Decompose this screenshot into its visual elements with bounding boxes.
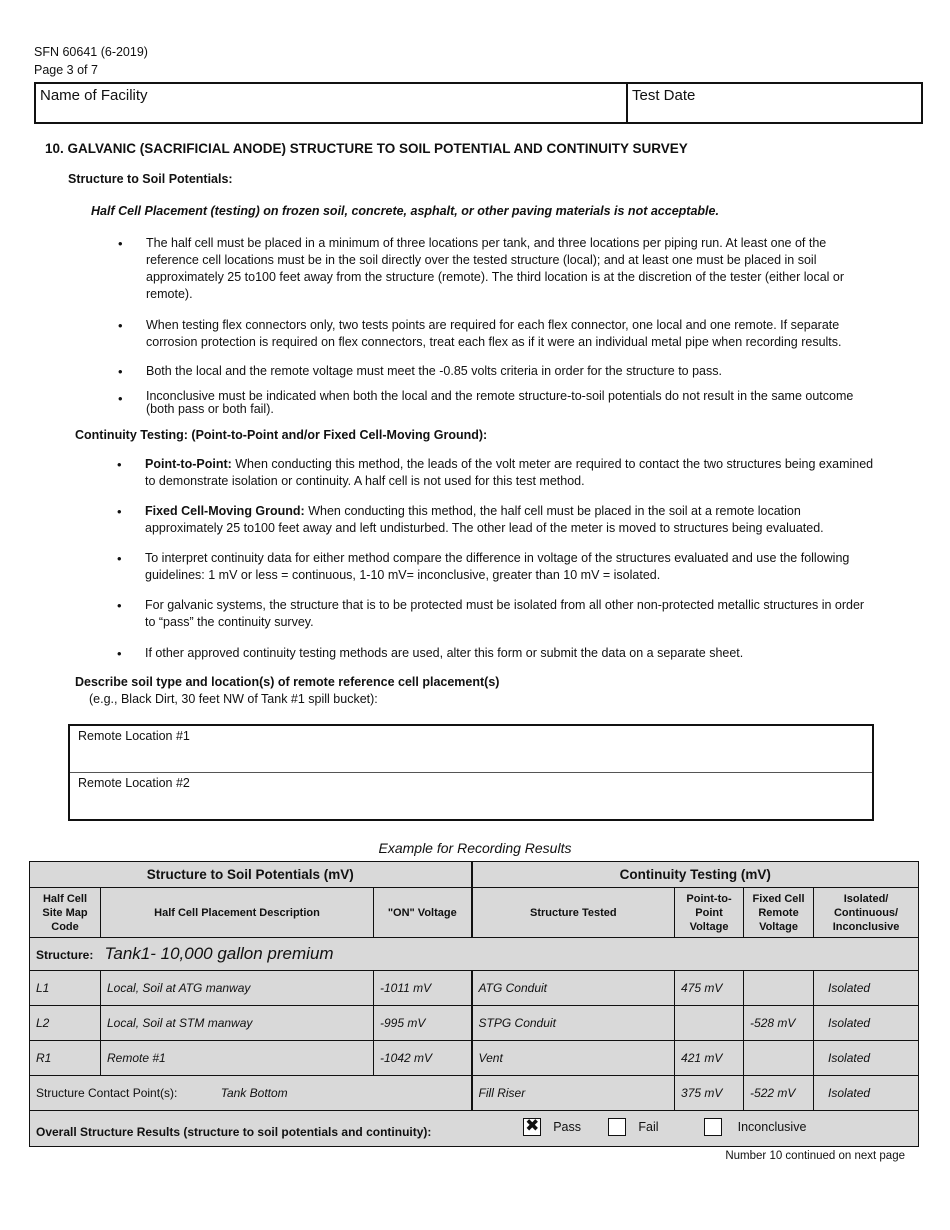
fixed-voltage-cell	[744, 971, 814, 1006]
remote-locations-box	[68, 724, 874, 821]
continuity-bullet-2	[145, 503, 875, 537]
table-row	[30, 1041, 919, 1076]
site-code-cell: L1	[30, 971, 101, 1006]
bullet-marker: •	[117, 646, 122, 661]
placement-cell: Local, Soil at ATG manway	[101, 971, 374, 1006]
contact-point-cell	[30, 1076, 472, 1111]
facility-box	[34, 82, 923, 124]
describe-heading: Describe soil type and location(s) of remote reference cell placement(s)	[75, 675, 500, 689]
status-cell: Isolated	[814, 1041, 919, 1076]
site-code-cell: R1	[30, 1041, 101, 1076]
continued-note: Number 10 continued on next page	[725, 1150, 905, 1162]
structure-name-row	[30, 938, 919, 971]
table-row	[30, 1006, 919, 1041]
structure-tested-cell: Fill Riser	[472, 1076, 675, 1111]
table-row	[30, 971, 919, 1006]
p2p-voltage-cell: 375 mV	[675, 1076, 744, 1111]
col-status: Isolated/ Continuous/ Inconclusive	[814, 888, 919, 938]
inconclusive-checkbox[interactable]	[704, 1118, 722, 1136]
potential-bullet-4: Inconclusive must be indicated when both the local and the remote structure-to-soil potentials do not result in the same outcome (both pass or both fail).	[146, 389, 854, 416]
remote-location-2-label: Remote Location #2	[78, 776, 190, 790]
inconclusive-label: Inconclusive	[737, 1120, 807, 1134]
status-cell: Isolated	[814, 971, 919, 1006]
bullet-marker: •	[118, 236, 123, 251]
col-fixed-cell: Fixed Cell Remote Voltage	[744, 888, 814, 938]
col-site-map-code: Half Cell Site Map Code	[30, 888, 101, 938]
fail-option[interactable]	[608, 1118, 700, 1136]
col-point-to-point: Point-to-Point Voltage	[675, 888, 744, 938]
structure-label: Structure:	[36, 948, 94, 962]
overall-results-row	[30, 1111, 919, 1147]
bullet-marker: •	[117, 504, 122, 519]
continuity-bullet-4	[145, 597, 875, 631]
bullet-marker: •	[117, 551, 122, 566]
continuity-bullet-text: For galvanic systems, the structure that is to be protected must be isolated from all other non-protected metallic structures in order to “pass” the continuity survey.	[145, 598, 865, 629]
bullet-marker: •	[118, 318, 123, 333]
continuity-bullet-3	[145, 550, 875, 584]
facility-name-field[interactable]	[36, 84, 626, 122]
potential-bullet-2: When testing flex connectors only, two tests points are required for each flex connector, one local and one remote. If separate corrosion protection is required on flex connectors, treat each flex as if it were an individual metal pipe when recording results.	[146, 318, 842, 349]
continuity-heading: Continuity Testing: (Point-to-Point and/or Fixed Cell-Moving Ground):	[75, 428, 488, 442]
bullet-marker: •	[117, 598, 122, 613]
continuity-bullet-1	[145, 456, 875, 490]
inconclusive-option[interactable]	[704, 1118, 807, 1136]
on-voltage-cell: -995 mV	[374, 1006, 472, 1041]
bullet-marker: •	[118, 391, 123, 406]
fixed-voltage-cell	[744, 1041, 814, 1076]
checked-x-icon: ✖	[525, 1116, 540, 1135]
on-voltage-cell: -1042 mV	[374, 1041, 472, 1076]
overall-results-label: Overall Structure Results (structure to soil potentials and continuity):	[36, 1125, 432, 1139]
test-date-field[interactable]	[628, 84, 921, 122]
potential-bullet-3: Both the local and the remote voltage must meet the -0.85 volts criteria in order for the structure to pass.	[146, 364, 722, 378]
fixed-voltage-cell: -522 mV	[744, 1076, 814, 1111]
pass-option[interactable]	[523, 1118, 605, 1136]
fail-label: Fail	[638, 1120, 659, 1134]
example-results-table	[29, 861, 919, 1147]
continuity-bullet-text: When conducting this method, the leads of the volt meter are required to contact the two structures being examined to demonstrate isolation or continuity. A half cell is not used for this test method.	[145, 457, 874, 488]
continuity-bullet-text: When conducting this method, the half cell must be placed in the soil at a remote location approximately 25 to100 feet away and left undisturbed. The other lead of the meter is moved to structures being evaluated.	[145, 504, 824, 535]
remote-location-2-field[interactable]	[70, 773, 872, 821]
describe-example: (e.g., Black Dirt, 30 feet NW of Tank #1 spill bucket):	[89, 692, 378, 706]
continuity-group-header: Continuity Testing (mV)	[472, 862, 919, 888]
continuity-bullet-text: To interpret continuity data for either method compare the difference in voltage of the structures evaluated and use the following guidelines: 1 mV or less = continuous, 1-10 mV= inconclusive, greater than 10 mV = isolated.	[145, 551, 850, 582]
form-number: SFN 60641 (6-2019)	[34, 45, 148, 59]
test-date-label: Test Date	[632, 87, 696, 104]
placement-cell: Local, Soil at STM manway	[101, 1006, 374, 1041]
fixed-voltage-cell: -528 mV	[744, 1006, 814, 1041]
col-structure-tested: Structure Tested	[472, 888, 675, 938]
structure-tested-cell: ATG Conduit	[472, 971, 675, 1006]
pass-label: Pass	[553, 1120, 581, 1134]
page-number: Page 3 of 7	[34, 63, 98, 77]
potentials-heading: Structure to Soil Potentials:	[68, 172, 233, 186]
remote-location-1-label: Remote Location #1	[78, 729, 190, 743]
status-cell: Isolated	[814, 1006, 919, 1041]
continuity-bullet-lead: Point-to-Point:	[145, 457, 232, 471]
example-title: Example for Recording Results	[378, 840, 572, 856]
structure-tested-cell: STPG Conduit	[472, 1006, 675, 1041]
potentials-group-header: Structure to Soil Potentials (mV)	[30, 862, 472, 888]
bullet-marker: •	[117, 457, 122, 472]
structure-tested-cell: Vent	[472, 1041, 675, 1076]
fail-checkbox[interactable]	[608, 1118, 626, 1136]
status-cell: Isolated	[814, 1076, 919, 1111]
pass-checkbox[interactable]	[523, 1118, 541, 1136]
structure-value: Tank1- 10,000 gallon premium	[104, 944, 334, 963]
placement-cell: Remote #1	[101, 1041, 374, 1076]
p2p-voltage-cell	[675, 1006, 744, 1041]
continuity-bullet-text: If other approved continuity testing methods are used, alter this form or submit the data on a separate sheet.	[145, 646, 744, 660]
section-title: 10. GALVANIC (SACRIFICIAL ANODE) STRUCTURE TO SOIL POTENTIAL AND CONTINUITY SURVEY	[45, 141, 688, 156]
contact-point-row	[30, 1076, 919, 1111]
continuity-bullet-lead: Fixed Cell-Moving Ground:	[145, 504, 305, 518]
remote-location-1-field[interactable]	[70, 726, 872, 772]
continuity-bullet-5	[145, 645, 875, 662]
p2p-voltage-cell: 421 mV	[675, 1041, 744, 1076]
p2p-voltage-cell: 475 mV	[675, 971, 744, 1006]
col-on-voltage: "ON" Voltage	[374, 888, 472, 938]
potential-bullet-1: The half cell must be placed in a minimum of three locations per tank, and three locations per piping run. At least one of the reference cell locations must be in the soil directly over the tested structure (local); and at least one must be placed in soil approximately 25 to100 feet away from the structure (remote). The third location is at the discretion of the tester (either local or remote).	[146, 236, 845, 301]
facility-name-label: Name of Facility	[40, 87, 148, 104]
contact-point-label: Structure Contact Point(s):	[36, 1086, 178, 1100]
col-placement-description: Half Cell Placement Description	[101, 888, 374, 938]
site-code-cell: L2	[30, 1006, 101, 1041]
contact-point-value: Tank Bottom	[220, 1086, 288, 1100]
bullet-marker: •	[118, 364, 123, 379]
frozen-soil-warning: Half Cell Placement (testing) on frozen soil, concrete, asphalt, or other paving materials is not acceptable.	[91, 204, 719, 218]
on-voltage-cell: -1011 mV	[374, 971, 472, 1006]
